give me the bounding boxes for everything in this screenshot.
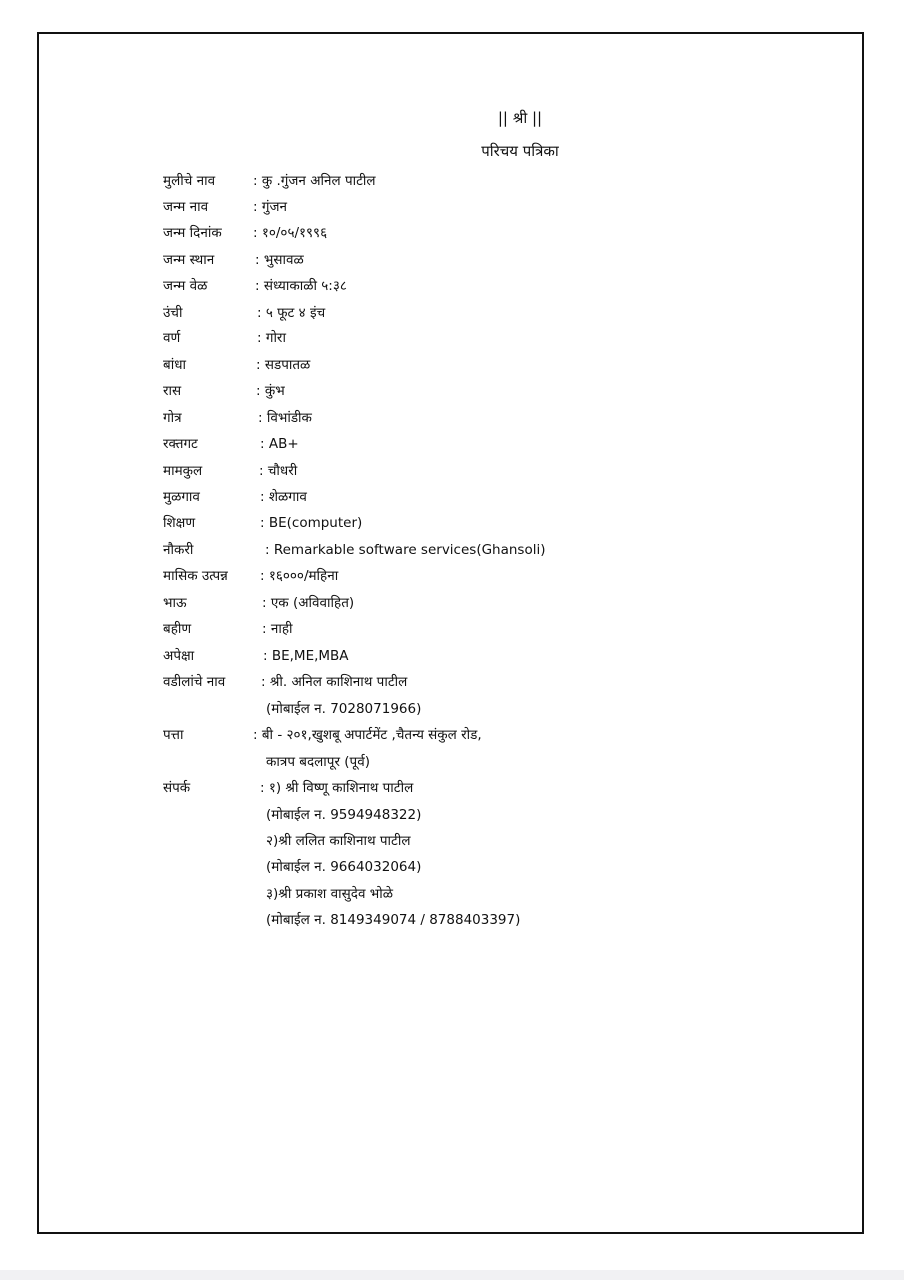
contact-line: २)श्री ललित काशिनाथ पाटील: [266, 833, 411, 849]
address-line-2: कात्रप बदलापूर (पूर्व): [266, 754, 370, 770]
page-border: [37, 32, 864, 1234]
detail-label: वडीलांचे नाव: [163, 674, 226, 690]
contact-line: (मोबाईल न. 8149349074 / 8788403397): [266, 912, 521, 928]
detail-label: जन्म दिनांक: [163, 225, 222, 241]
detail-value: : Remarkable software services(Ghansoli): [265, 542, 546, 558]
detail-value: : एक (अविवाहित): [262, 595, 355, 611]
detail-label: अपेक्षा: [163, 648, 195, 664]
detail-value: : १६०००/महिना: [260, 568, 339, 584]
detail-label: बहीण: [163, 621, 192, 637]
detail-label: मासिक उत्पन्न: [163, 568, 228, 584]
detail-value: : नाही: [262, 621, 293, 637]
detail-value: : भुसावळ: [255, 252, 304, 268]
father-mobile: (मोबाईल न. 7028071966): [266, 701, 422, 717]
detail-label: गोत्र: [163, 410, 182, 426]
detail-value: : कुंभ: [256, 383, 285, 399]
contact-line: (मोबाईल न. 9664032064): [266, 859, 422, 875]
detail-value: : कु .गुंजन अनिल पाटील: [253, 173, 376, 189]
contact-line: : १) श्री विष्णू काशिनाथ पाटील: [260, 780, 414, 796]
detail-label: जन्म स्थान: [163, 252, 215, 268]
detail-label: जन्म नाव: [163, 199, 209, 215]
invocation: || श्री ||: [497, 109, 543, 127]
detail-value: : सडपातळ: [256, 357, 311, 373]
detail-label: नौकरी: [163, 542, 194, 558]
address-line-1: : बी - २०१,खुशबू अपार्टमेंट ,चैतन्य संकुल रोड,: [253, 727, 482, 743]
detail-value: : चौधरी: [259, 463, 298, 479]
detail-value: : १०/०५/१९९६: [253, 225, 328, 241]
bottom-strip: [0, 1270, 904, 1280]
detail-value: : श्री. अनिल काशिनाथ पाटील: [261, 674, 408, 690]
detail-value: : संध्याकाळी ५:३८: [255, 278, 347, 294]
detail-label: भाऊ: [163, 595, 187, 611]
detail-label: मुळगाव: [163, 489, 200, 505]
detail-value: : गोरा: [257, 330, 286, 346]
detail-label: रक्तगट: [163, 436, 198, 452]
detail-value: : ५ फूट ४ इंच: [257, 305, 326, 321]
detail-label: जन्म वेळ: [163, 278, 208, 294]
detail-label: रास: [163, 383, 182, 399]
detail-label: बांधा: [163, 357, 187, 373]
detail-label: मुलीचे नाव: [163, 173, 216, 189]
detail-value: : गुंजन: [253, 199, 287, 215]
contact-line: (मोबाईल न. 9594948322): [266, 807, 422, 823]
contact-label: संपर्क: [163, 780, 191, 796]
detail-value: : BE(computer): [260, 515, 363, 531]
detail-value: : शेळगाव: [260, 489, 307, 505]
detail-label: उंची: [163, 305, 183, 321]
detail-value: : BE,ME,MBA: [263, 648, 349, 664]
document-title: परिचय पत्रिका: [481, 142, 559, 160]
detail-label: शिक्षण: [163, 515, 196, 531]
contact-line: ३)श्री प्रकाश वासुदेव भोळे: [266, 886, 393, 902]
detail-label: वर्ण: [163, 330, 181, 346]
address-label: पत्ता: [163, 727, 184, 743]
detail-label: मामकुल: [163, 463, 203, 479]
detail-value: : विभांडीक: [258, 410, 312, 426]
detail-value: : AB+: [260, 436, 299, 452]
